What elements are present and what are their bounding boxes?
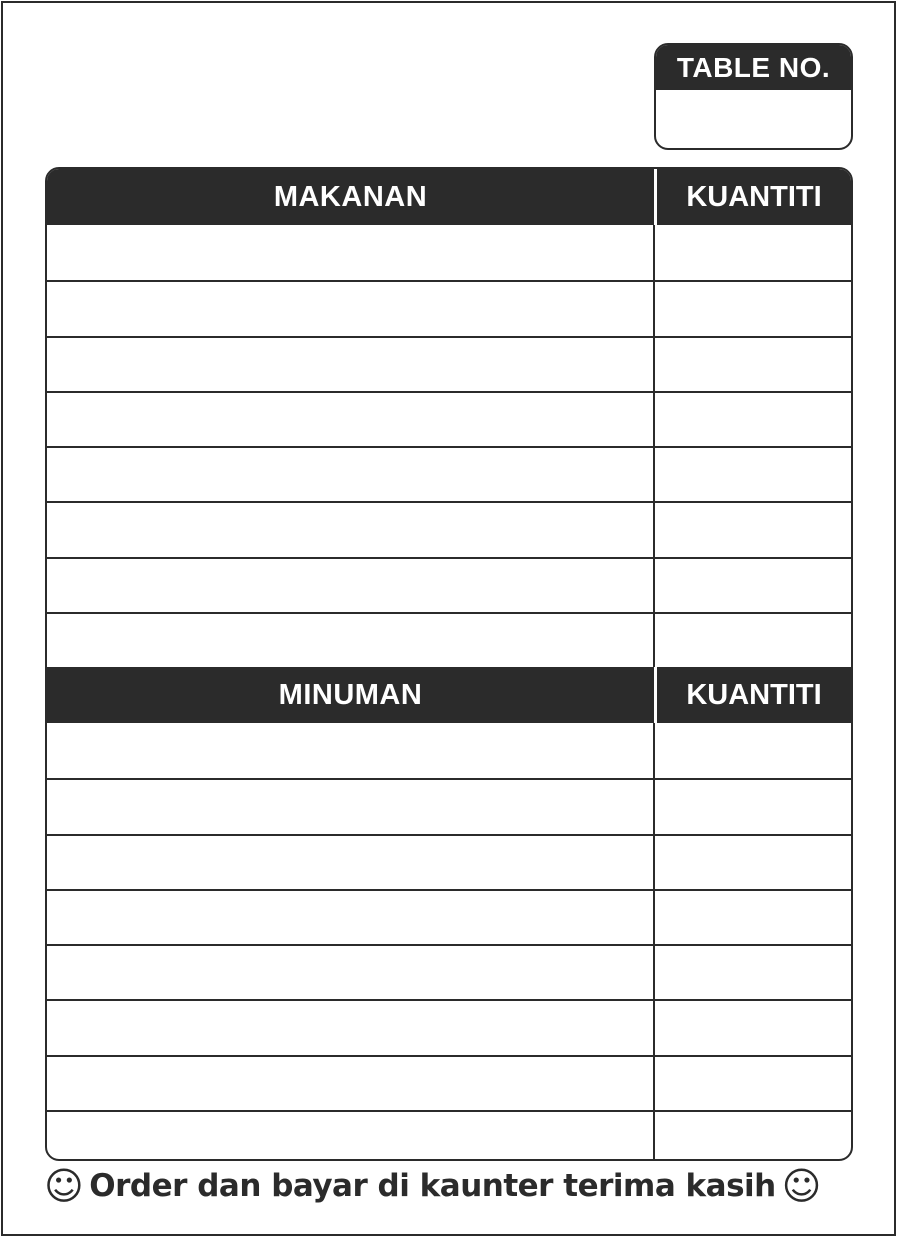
drink-row xyxy=(47,1110,851,1161)
food-row xyxy=(47,501,851,556)
food-quantity-field[interactable] xyxy=(655,225,851,280)
drink-quantity-field[interactable] xyxy=(655,946,851,999)
drink-row xyxy=(47,1055,851,1110)
drink-quantity-field[interactable] xyxy=(655,780,851,833)
drink-row xyxy=(47,834,851,889)
food-row xyxy=(47,336,851,391)
drink-item-field[interactable] xyxy=(47,723,655,778)
drink-item-field[interactable] xyxy=(47,1112,655,1161)
drink-row xyxy=(47,778,851,833)
food-item-field[interactable] xyxy=(47,282,655,335)
drink-row xyxy=(47,723,851,778)
drink-item-field[interactable] xyxy=(47,1001,655,1054)
food-item-field[interactable] xyxy=(47,614,655,667)
drink-item-field[interactable] xyxy=(47,836,655,889)
drink-row xyxy=(47,999,851,1054)
drink-item-field[interactable] xyxy=(47,780,655,833)
food-quantity-header: KUANTITI xyxy=(686,180,822,213)
table-number-label: TABLE NO. xyxy=(656,45,851,90)
food-item-field[interactable] xyxy=(47,393,655,446)
food-item-field[interactable] xyxy=(47,503,655,556)
food-item-field[interactable] xyxy=(47,559,655,612)
drink-row xyxy=(47,944,851,999)
drink-row xyxy=(47,889,851,944)
food-quantity-field[interactable] xyxy=(655,338,851,391)
drink-item-field[interactable] xyxy=(47,891,655,944)
drink-quantity-field[interactable] xyxy=(655,836,851,889)
food-quantity-field[interactable] xyxy=(655,282,851,335)
drink-quantity-field[interactable] xyxy=(655,1112,851,1161)
food-quantity-field[interactable] xyxy=(655,393,851,446)
food-row xyxy=(47,446,851,501)
food-column-header: MAKANAN xyxy=(273,180,428,213)
food-quantity-field[interactable] xyxy=(655,448,851,501)
drink-column-header: MINUMAN xyxy=(278,678,423,711)
drink-quantity-field[interactable] xyxy=(655,1057,851,1110)
drink-quantity-header: KUANTITI xyxy=(686,678,822,711)
drink-quantity-field[interactable] xyxy=(655,891,851,944)
food-row xyxy=(47,280,851,335)
drink-quantity-field[interactable] xyxy=(655,1001,851,1054)
footer-text: Order dan bayar di kaunter terima kasih xyxy=(89,1168,776,1204)
food-section-header xyxy=(47,169,851,225)
smiley-icon: ☺ xyxy=(44,1164,84,1208)
order-form xyxy=(45,167,853,1161)
drink-item-field[interactable] xyxy=(47,946,655,999)
drink-section-header xyxy=(47,667,851,723)
food-item-field[interactable] xyxy=(47,448,655,501)
food-row xyxy=(47,391,851,446)
food-quantity-field[interactable] xyxy=(655,559,851,612)
smiley-icon: ☺ xyxy=(781,1164,821,1208)
food-quantity-field[interactable] xyxy=(655,503,851,556)
table-number-field[interactable] xyxy=(656,90,851,148)
footer-note xyxy=(0,1160,865,1212)
food-quantity-field[interactable] xyxy=(655,614,851,667)
drink-quantity-field[interactable] xyxy=(655,723,851,778)
table-number-box xyxy=(654,43,853,150)
drink-item-field[interactable] xyxy=(47,1057,655,1110)
food-item-field[interactable] xyxy=(47,338,655,391)
food-row xyxy=(47,557,851,612)
food-row xyxy=(47,612,851,667)
food-row xyxy=(47,225,851,280)
food-item-field[interactable] xyxy=(47,225,655,280)
